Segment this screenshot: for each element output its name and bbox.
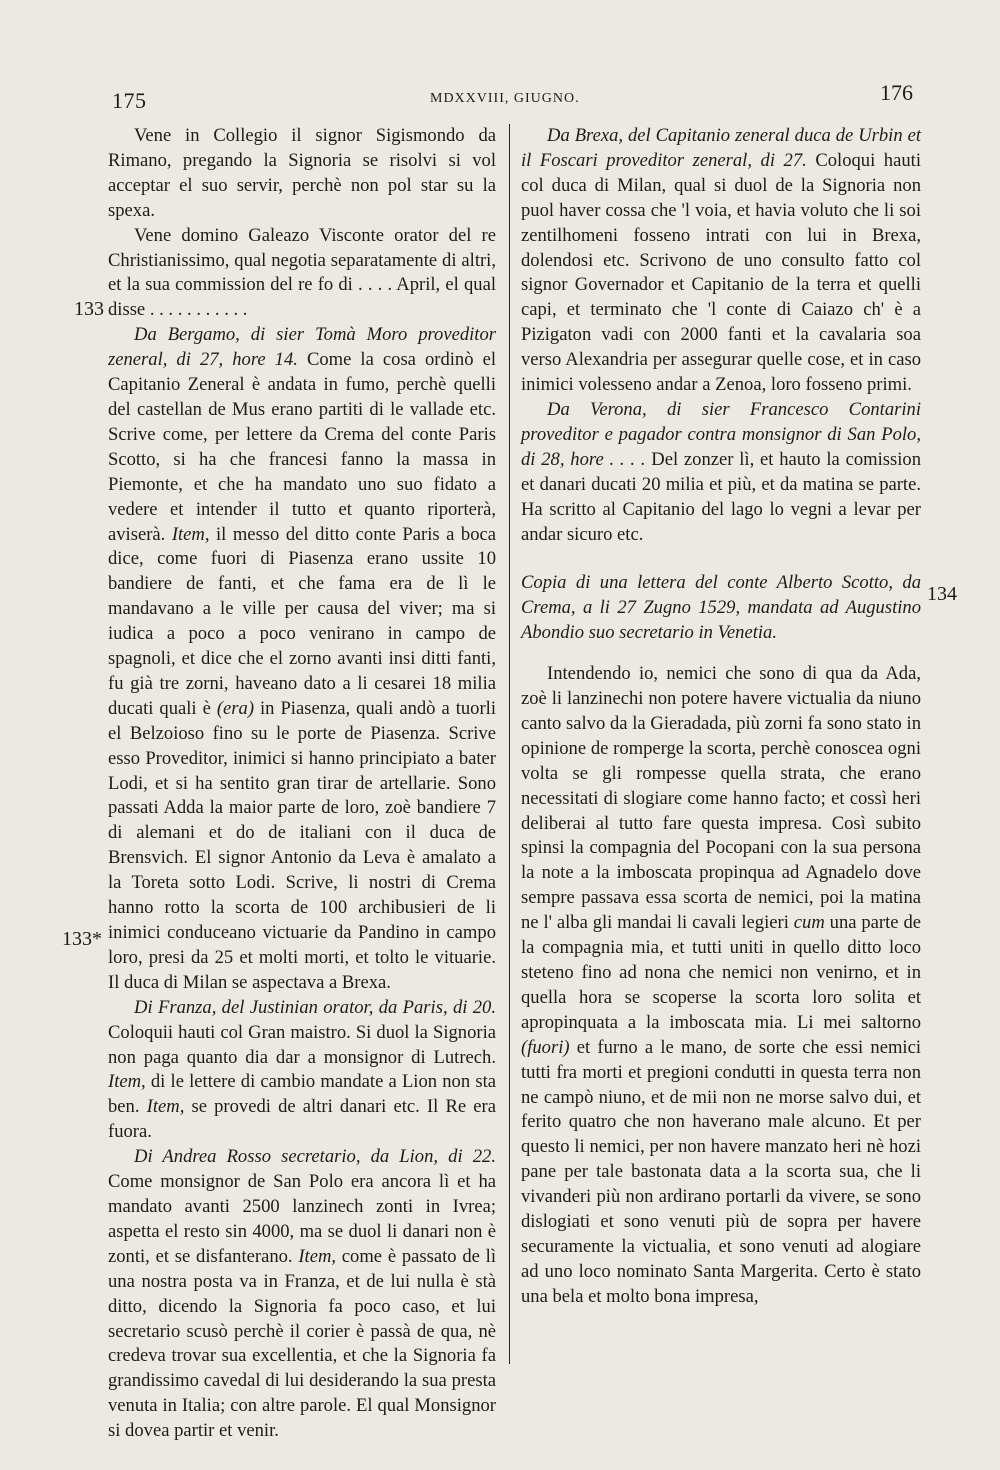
paragraph: Vene domino Galeazo Visconte orator del re Christianissimo, qual negotia separatamente di altri, et la sua commission del re fo di . . . . April, el qual disse . . . . . . . . . . . — [108, 224, 496, 321]
paragraph — [108, 1145, 496, 1444]
text-run: et furno a le mano, de sorte che essi nemici tutti fra morti et pregioni condutti in questa terra non ne campò niuno, et de mii non ne morse salvo dui, et ferito quatro che non haverano male alcuno. Et per questo li nemici, per non havere manzato heri nè hozi pane per tale bastonata data a la scorta sua, che li vivanderi più non ardirano portarli da vivere, se sono dislogiati et sono venuti più de sopra per havere securamente la victualia, et sono venuti ad alogiare ad uno loco nominato Santa Margerita. Certo è stato una bela et molto bona impresa, — [521, 1036, 921, 1307]
text-run: (fuori) — [521, 1036, 570, 1058]
letter-title: Copia di una lettera del conte Alberto Scotto, da Crema, a li 27 Zugno 1529, mandata ad Augustino Abondio suo secretario in Venetia. — [521, 572, 921, 644]
text-run: se provedi de altri danari etc. Il Re era fuora. — [108, 1096, 496, 1143]
text-run: Come monsignor de San Polo era ancora lì et ha mandato avanti 2500 lanzinech zonti in Ivrea; aspetta el resto sin 4000, ma se duol li danari non è zonti, et se disfanterano. — [108, 1171, 496, 1267]
paragraph — [521, 398, 921, 547]
text-run: (era) — [216, 697, 255, 719]
text-run: Item, — [108, 1071, 146, 1093]
text-run: in Piasenza, quali andò a tuorli el Belzoioso fino su le porte de Piasenza. Scrive esso Proveditor, inimici si hanno principiato a bater Lodi, et si ha sentito gran tirar de artellarie. Sono passati Adda la maior parte de loro, zoè bandiere 7 di alemani et do de italiani con il duca de Brensvich. El signor Antonio da Leva è amalato a la Toreta sotto Lodi. Scrive, li nostri di Crema hanno rotto la scorta de 100 archibusieri de li inimici conduceano victuarie da Pandino in campo loro, presi da 25 et molti morti, et tolto le vituarie. Il duca di Milan se aspectava a Brexa. — [108, 697, 496, 993]
dispatch-heading: Da Bergamo, di sier Tomà Moro proveditor zeneral, di 27, hore 14. — [108, 324, 496, 371]
margin-number: 133* — [62, 928, 102, 950]
dispatch-heading: Di Andrea Rosso secretario, da Lion, di 22. — [134, 1146, 496, 1168]
text-run: di le lettere di cambio mandate a Lion non sta ben. — [108, 1071, 496, 1118]
text-run: Come la cosa ordinò el Capitanio Zeneral è andata in fumo, perchè quelli del castellan de Mus erano partiti di le vallade etc. Scrive come, per lettere da Crema del conte Paris Scotto, si ha che francesi fanno la massa in Piemonte, et che ha mandato uno suo fidato a vedere et intender il tutto et quanto riporterà, aviserà. — [108, 349, 496, 545]
left-column — [108, 124, 496, 1444]
text-run: una parte de la compagnia mia, et tutti uniti in quello ditto loco steteno fino ad nona che nemici non venirno, et in quella hora se scoperse la scorta loro solita et apropinquata a la imboscata mia. Li mei saltorno — [521, 912, 921, 1033]
text-run: Item, — [298, 1245, 337, 1267]
dispatch-heading: Da Verona, di sier Francesco Contarini proveditor e pagador contra monsignor di San Polo, di 28, hore . . . . — [521, 398, 921, 470]
text-run: Del zonzer lì, et hauto la comission et danari ducati 20 milia et più, et da matina se parte. Ha scritto al Capitanio del lago lo vegni a levar per andar sicuro etc. — [521, 448, 921, 545]
text-run: Coloquii hauti col Gran maistro. Si duol la Signoria non paga quanto dia dar a monsignor di Lutrech. — [108, 1021, 496, 1068]
dispatch-heading: Di Franza, del Justinian orator, da Paris, di 20. — [134, 996, 496, 1018]
text-run: Item, — [146, 1096, 185, 1118]
page-number-right: 176 — [880, 80, 913, 105]
paragraph — [108, 323, 496, 995]
margin-number: 134 — [927, 583, 957, 605]
paragraph — [521, 662, 921, 1310]
paragraph — [521, 124, 921, 398]
dispatch-heading: Da Brexa, del Capitanio zeneral duca de Urbin et il Foscari proveditor zeneral, di 27. — [521, 125, 921, 171]
paragraph — [108, 996, 496, 1145]
column-divider — [509, 124, 510, 1364]
text-run: il messo del ditto conte Paris a boca dice, come fuori di Piasenza erano ussite 10 bandiere de fanti, et che fama era de lì le mandavano a le ville per causa del viver; ma si iudica a poco a poco venirano in campo de spagnoli, et dice che el zorno avanti insi ditti fanti, fu già tre zorni, haveano dato a li cesarei 18 milia ducati quali è — [108, 523, 496, 719]
right-column — [521, 124, 921, 1310]
paragraph: Vene in Collegio il signor Sigismondo da Rimano, pregando la Signoria se risolvi si vol acceptar el suo servir, perchè non pol star su la spexa. — [108, 125, 496, 221]
text-run: come è passato de lì una nostra posta va in Franza, et de lui nulla è stà ditto, dicendo la Signoria fa poco caso, et lui secretario scusò perchè il corier è passà de qua, nè credeva trovar sua excellentia, et che la Signoria fa grandissimo cavedal di lui desiderando la sua presta venuta in Italia; con altre parole. El qual Monsignor si dovea partir et venir. — [108, 1245, 496, 1442]
running-title: MDXXVIII, GIUGNO. — [430, 91, 580, 106]
text-run: Item, — [171, 523, 210, 545]
spacer — [521, 547, 921, 557]
text-run: cum — [793, 912, 825, 934]
text-run: Intendendo io, nemici che sono di qua da Ada, zoè li lanzinechi non potere havere victualia da niuno canto salvo da la Gieradada, più zorni fa sono stato in opinione de romperge la scorta, perchè conoscea ogni volta se gli rompesse quella strata, che erano necessitati di slogiare come hanno facto; et cossì heri deliberai al tutto fare questa impresa. Così subito spinsi la compagnia del Pocopani con la sua persona la note a la imboscata propinqua ad Agnadelo dove sempre passava essa scorta de nemici, poi la matina ne l' alba gli mandai li cavali legieri — [521, 663, 921, 934]
text-run: Coloqui hauti col duca di Milan, qual si duol de la Signoria non puol haver cossa che 'l voia, et havia voluto che li soi zentilhomeni fosseno intrati con lui in Brexa, dolendosi etc. Scrivono de uno consulto fatto col signor Governador et Capitanio de la terra et quelli capi, et terminato che 'l conte di Caiazo ch' è a Pizigaton vadi con 2000 fanti et la cavalaria soa verso Alexandria per assegurar quelle cose, et in caso inimici volesseno andar a Zenoa, loro fosseno primi. — [521, 149, 921, 396]
page-number-left: 175 — [112, 88, 147, 113]
margin-number: 133 — [74, 298, 104, 320]
